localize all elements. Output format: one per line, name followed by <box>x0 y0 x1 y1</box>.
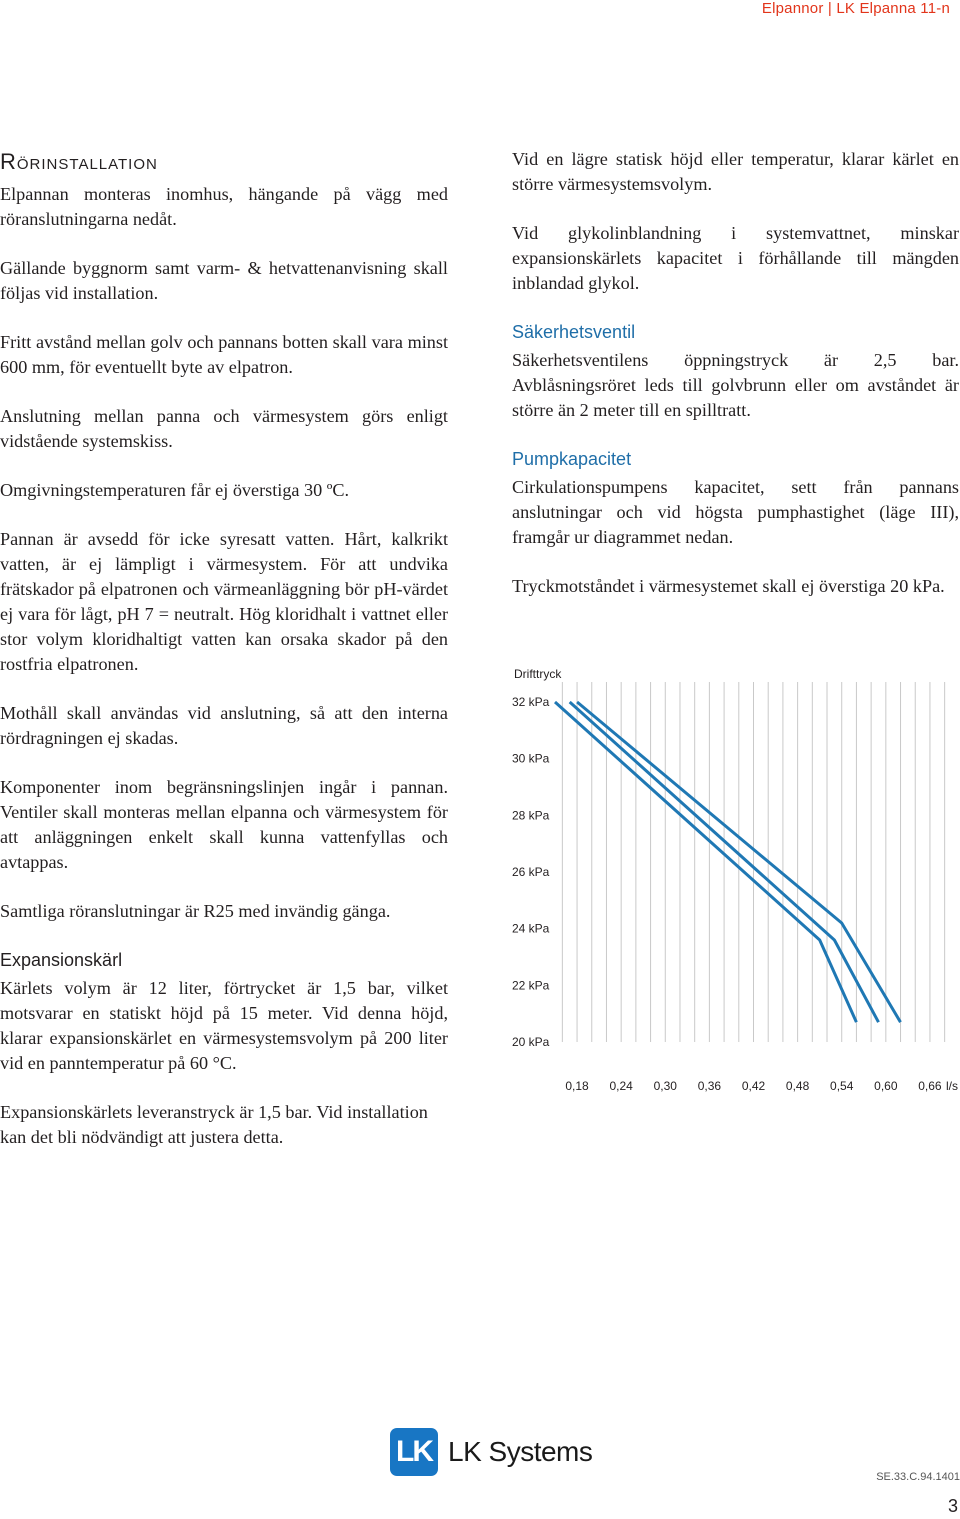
paragraph: Elpannan monteras inomhus, hängande på vägg med röranslutningarna nedåt. <box>0 184 448 229</box>
paragraph: Säkerhetsventilens öppningstryck är 2,5 bar. Avblåsningsröret leds till golvbrunn eller om avståndet är större än 2 meter till en spilltratt. <box>512 350 959 420</box>
paragraph: Tryckmotståndet i värmesystemet skall ej överstiga 20 kPa. <box>512 576 945 596</box>
y-axis-label: Drifttryck <box>514 667 562 681</box>
y-tick-label: 24 kPa <box>512 921 550 936</box>
paragraph: Pannan är avsedd för icke syresatt vatten. Hårt, kalkrikt vatten, är ej lämpligt i värmesystem. För att undvika frätskador på elpatronen och värmeanläggning bör pH-värdet ej vara för lågt, pH 7 = neutralt. Hög kloridhalt i vattnet eller stor volym kloridhaltigt vatten kan orsaka skador på den rostfria elpatronen. <box>0 529 448 674</box>
left-column <box>0 148 448 1174</box>
y-tick-label: 22 kPa <box>512 978 550 993</box>
paragraph: Vid en lägre statisk höjd eller temperatur, klarar kärlet en större värmesystemsvolym. <box>512 149 959 194</box>
paragraph: Komponenter inom begränsningslinjen ingår i pannan. Ventiler skall monteras mellan elpanna och värmesystem för att anläggningen enkelt skall kunna vattenfyllas och avtappas. <box>0 777 448 872</box>
lk-systems-logo <box>390 1428 592 1476</box>
x-tick-label: 0,36 <box>697 1079 722 1093</box>
section-title-expansionskarl: Expansionskärl <box>0 950 123 970</box>
section-title-rorinstallation: Röri​nstallation <box>0 149 158 174</box>
x-tick-label: 0,24 <box>609 1079 633 1093</box>
paragraph: Gällande byggnorm samt varm- & hetvattenanvisning skall följas vid installation. <box>0 258 448 303</box>
page-number: 3 <box>947 1496 958 1516</box>
x-tick-label: 0,18 <box>565 1079 589 1093</box>
paragraph: Cirkulationspumpens kapacitet, sett från pannans anslutningar och vid högsta pumphastighet (läge III), framgår ur diagrammet nedan. <box>512 477 959 547</box>
paragraph: Anslutning mellan panna och värmesystem görs enligt vidstående systemskiss. <box>0 406 448 451</box>
paragraph: Expansionskärlets leveranstryck är 1,5 bar. Vid installation kan det bli nödvändigt att justera detta. <box>0 1102 428 1147</box>
y-tick-label: 26 kPa <box>512 865 550 879</box>
y-tick-label: 28 kPa <box>512 808 550 823</box>
paragraph: Omgivningstemperaturen får ej överstiga 30 ºC. <box>0 480 350 500</box>
pump-capacity-chart-svg <box>500 660 960 1100</box>
document-code: SE.33.C.94.1401 <box>876 1471 960 1483</box>
x-tick-label: 0,66 <box>918 1079 942 1093</box>
x-tick-label: 0,30 <box>653 1079 677 1093</box>
y-tick-label: 20 kPa <box>512 1035 550 1049</box>
lk-logo-text: LK Systems <box>448 1436 593 1467</box>
x-tick-label: 0,54 <box>830 1079 854 1093</box>
pump-capacity-chart <box>500 660 960 1100</box>
x-tick-label: 0,60 <box>874 1079 898 1093</box>
section-title-pumpkapacitet: Pumpkapacitet <box>512 449 632 469</box>
paragraph: Fritt avstånd mellan golv och pannans botten skall vara minst 600 mm, för eventuellt byte av elpatron. <box>0 332 448 377</box>
x-unit-label: l/s <box>946 1079 958 1093</box>
x-tick-label: 0,48 <box>785 1079 810 1093</box>
paragraph: Kärlets volym är 12 liter, förtrycket är 1,5 bar, vilket motsvarar en statiskt höjd på 15 meter. Vid denna höjd, klarar expansionskärlet en värmesystemsvolym på 200 liter vid en panntemperatur på 60 °C. <box>0 978 448 1073</box>
x-tick-label: 0,42 <box>741 1079 766 1093</box>
y-tick-label: 32 kPa <box>512 695 550 709</box>
right-column <box>512 147 959 623</box>
series-line-1 <box>555 702 856 1022</box>
paragraph: Mothåll skall användas vid anslutning, så att den interna rördragningen ej skadas. <box>0 703 448 748</box>
paragraph: Vid glykolinblandning i systemvattnet, minskar expansionskärlets kapacitet i förhållande till mängden inblandad glykol. <box>512 223 959 293</box>
section-title-sakerhetsventil: Säkerhetsventil <box>512 322 636 342</box>
y-tick-label: 30 kPa <box>512 751 550 766</box>
lk-logo-mark: LK <box>390 1428 438 1476</box>
running-header: Elpannor | LK Elpanna 11-n <box>761 0 950 17</box>
paragraph: Samtliga röranslutningar är R25 med invändig gänga. <box>0 901 391 921</box>
